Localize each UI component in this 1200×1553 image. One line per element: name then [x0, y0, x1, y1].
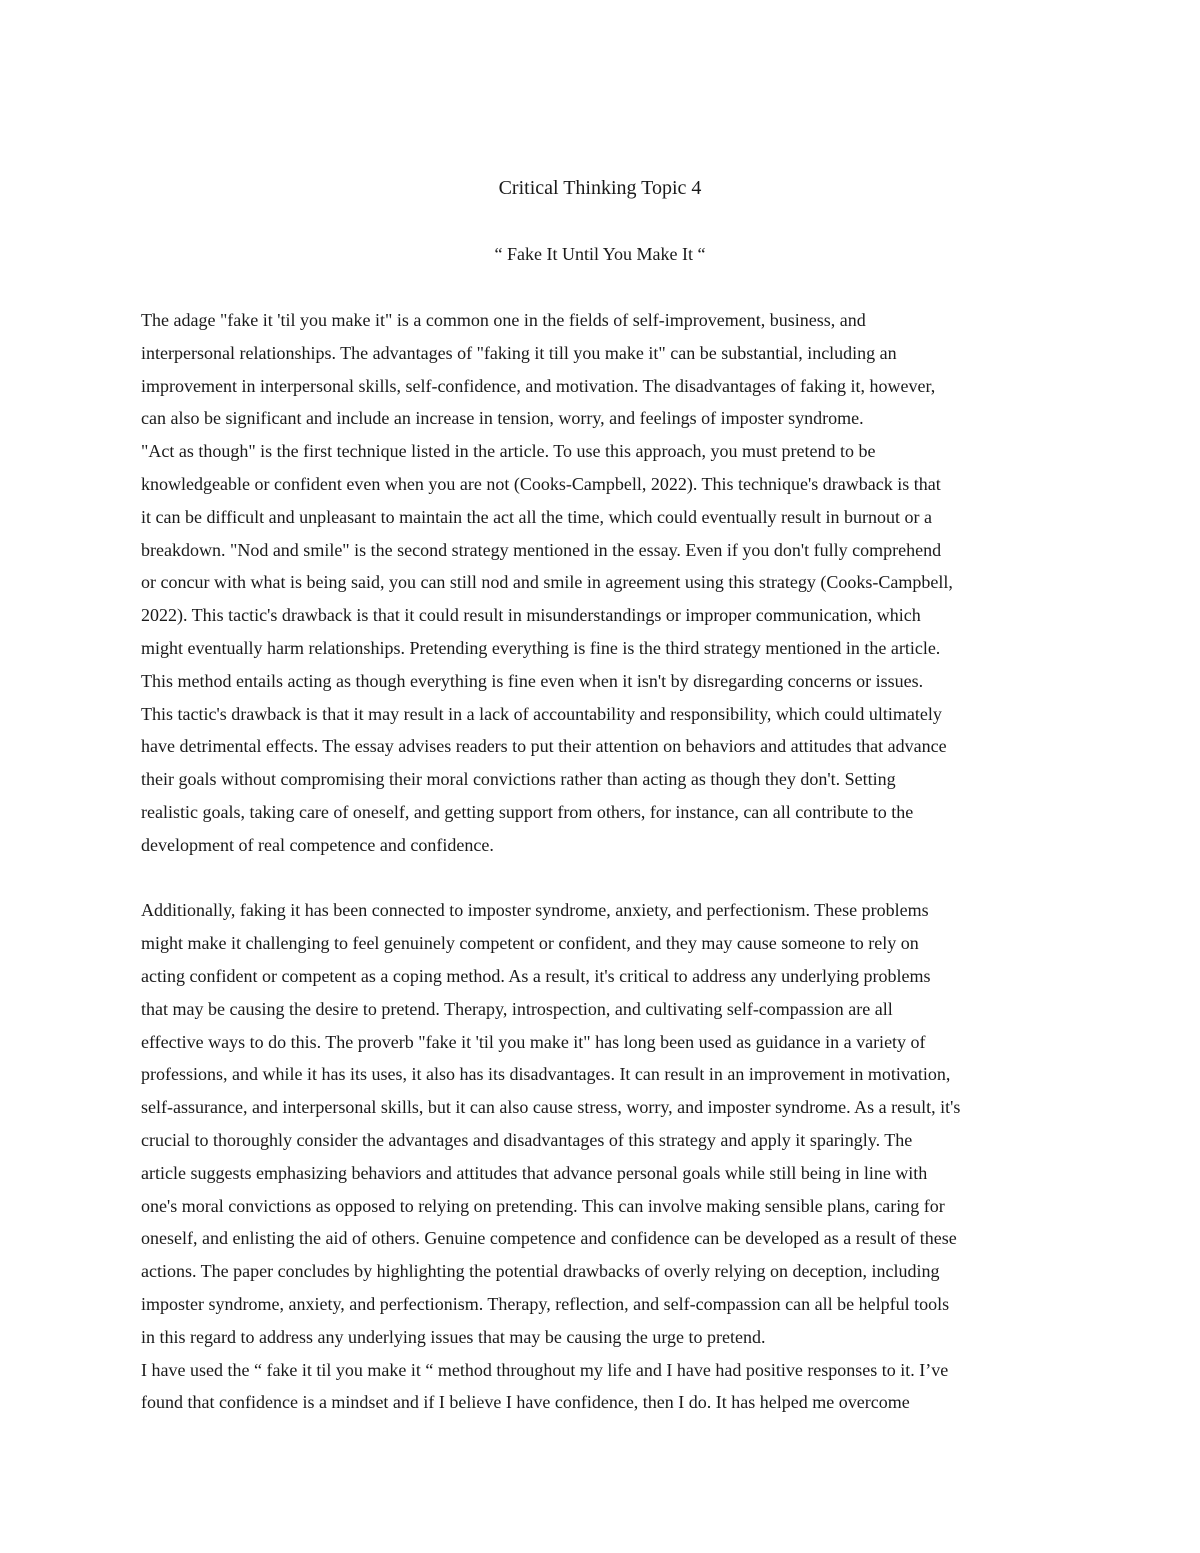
- text-line: "Act as though" is the first technique listed in the article. To use this approach, you must pretend to be: [141, 441, 876, 462]
- text-line: that may be causing the desire to pretend. Therapy, introspection, and cultivating self-compassion are all: [141, 998, 893, 1019]
- text-line: oneself, and enlisting the aid of others. Genuine competence and confidence can be developed as a result of these: [141, 1228, 957, 1249]
- text-line: 2022). This tactic's drawback is that it could result in misunderstandings or improper communication, which: [141, 605, 921, 626]
- paragraph-spacer: [141, 862, 1066, 895]
- text-line: might make it challenging to feel genuinely competent or confident, and they may cause someone to rely on: [141, 933, 919, 954]
- text-line: crucial to thoroughly consider the advantages and disadvantages of this strategy and apply it sparingly. The: [141, 1129, 913, 1150]
- text-line: actions. The paper concludes by highlighting the potential drawbacks of overly relying on deception, including: [141, 1261, 940, 1282]
- text-line: imposter syndrome, anxiety, and perfectionism. Therapy, reflection, and self-compassion can all be helpful tools: [141, 1293, 950, 1314]
- text-line: can also be significant and include an increase in tension, worry, and feelings of imposter syndrome.: [141, 408, 864, 429]
- text-line: or concur with what is being said, you can still nod and smile in agreement using this strategy (Cooks-Campbell,: [141, 572, 953, 593]
- text-line: knowledgeable or confident even when you are not (Cooks-Campbell, 2022). This technique's drawback is that: [141, 473, 941, 494]
- paragraph-1: [141, 304, 1066, 862]
- text-line: This method entails acting as though everything is fine even when it isn't by disregarding concerns or issues.: [141, 670, 924, 691]
- text-line: effective ways to do this. The proverb "fake it 'til you make it" has long been used as guidance in a variety of: [141, 1031, 926, 1052]
- text-line: I have used the “ fake it til you make it “ method throughout my life and I have had positive responses to it. I’ve: [141, 1359, 949, 1380]
- text-line: have detrimental effects. The essay advises readers to put their attention on behaviors and attitudes that advance: [141, 736, 947, 757]
- text-line: self-assurance, and interpersonal skills, but it can also cause stress, worry, and imposter syndrome. As a result, it's: [141, 1097, 961, 1118]
- document-subtitle: “ Fake It Until You Make It “: [494, 244, 706, 264]
- text-line: professions, and while it has its uses, it also has its disadvantages. It can result in an improvement in motivation,: [141, 1064, 951, 1085]
- text-line: The adage "fake it 'til you make it" is a common one in the fields of self-improvement, business, and: [141, 310, 866, 330]
- text-line: article suggests emphasizing behaviors and attitudes that advance personal goals while still being in line with: [141, 1162, 928, 1183]
- text-line: Additionally, faking it has been connected to imposter syndrome, anxiety, and perfectionism. These problems: [141, 900, 929, 921]
- text-line: realistic goals, taking care of oneself, and getting support from others, for instance, can all contribute to the: [141, 801, 914, 822]
- text-line: one's moral convictions as opposed to relying on pretending. This can involve making sensible plans, caring for: [141, 1195, 945, 1216]
- text-line: breakdown. "Nod and smile" is the second strategy mentioned in the essay. Even if you don't fully comprehend: [141, 539, 942, 560]
- text-line: their goals without compromising their moral convictions rather than acting as though they don't. Setting: [141, 769, 896, 790]
- text-line: found that confidence is a mindset and if I believe I have confidence, then I do. It has helped me overcome: [141, 1392, 910, 1413]
- text-line: development of real competence and confidence.: [141, 834, 494, 855]
- document-title: Critical Thinking Topic 4: [498, 177, 702, 199]
- document-body: [141, 304, 1066, 1419]
- text-line: improvement in interpersonal skills, self-confidence, and motivation. The disadvantages of faking it, however,: [141, 375, 936, 396]
- text-line: This tactic's drawback is that it may result in a lack of accountability and responsibility, which could ultimately: [141, 703, 942, 724]
- text-line: might eventually harm relationships. Pretending everything is fine is the third strategy mentioned in the article.: [141, 637, 941, 658]
- text-line: in this regard to address any underlying issues that may be causing the urge to pretend.: [141, 1326, 766, 1347]
- paragraph-2: [141, 894, 1066, 1419]
- text-line: it can be difficult and unpleasant to maintain the act all the time, which could eventually result in burnout or a: [141, 506, 932, 527]
- text-line: interpersonal relationships. The advantages of "faking it till you make it" can be substantial, including an: [141, 342, 897, 363]
- text-line: acting confident or competent as a coping method. As a result, it's critical to address any underlying problems: [141, 965, 931, 986]
